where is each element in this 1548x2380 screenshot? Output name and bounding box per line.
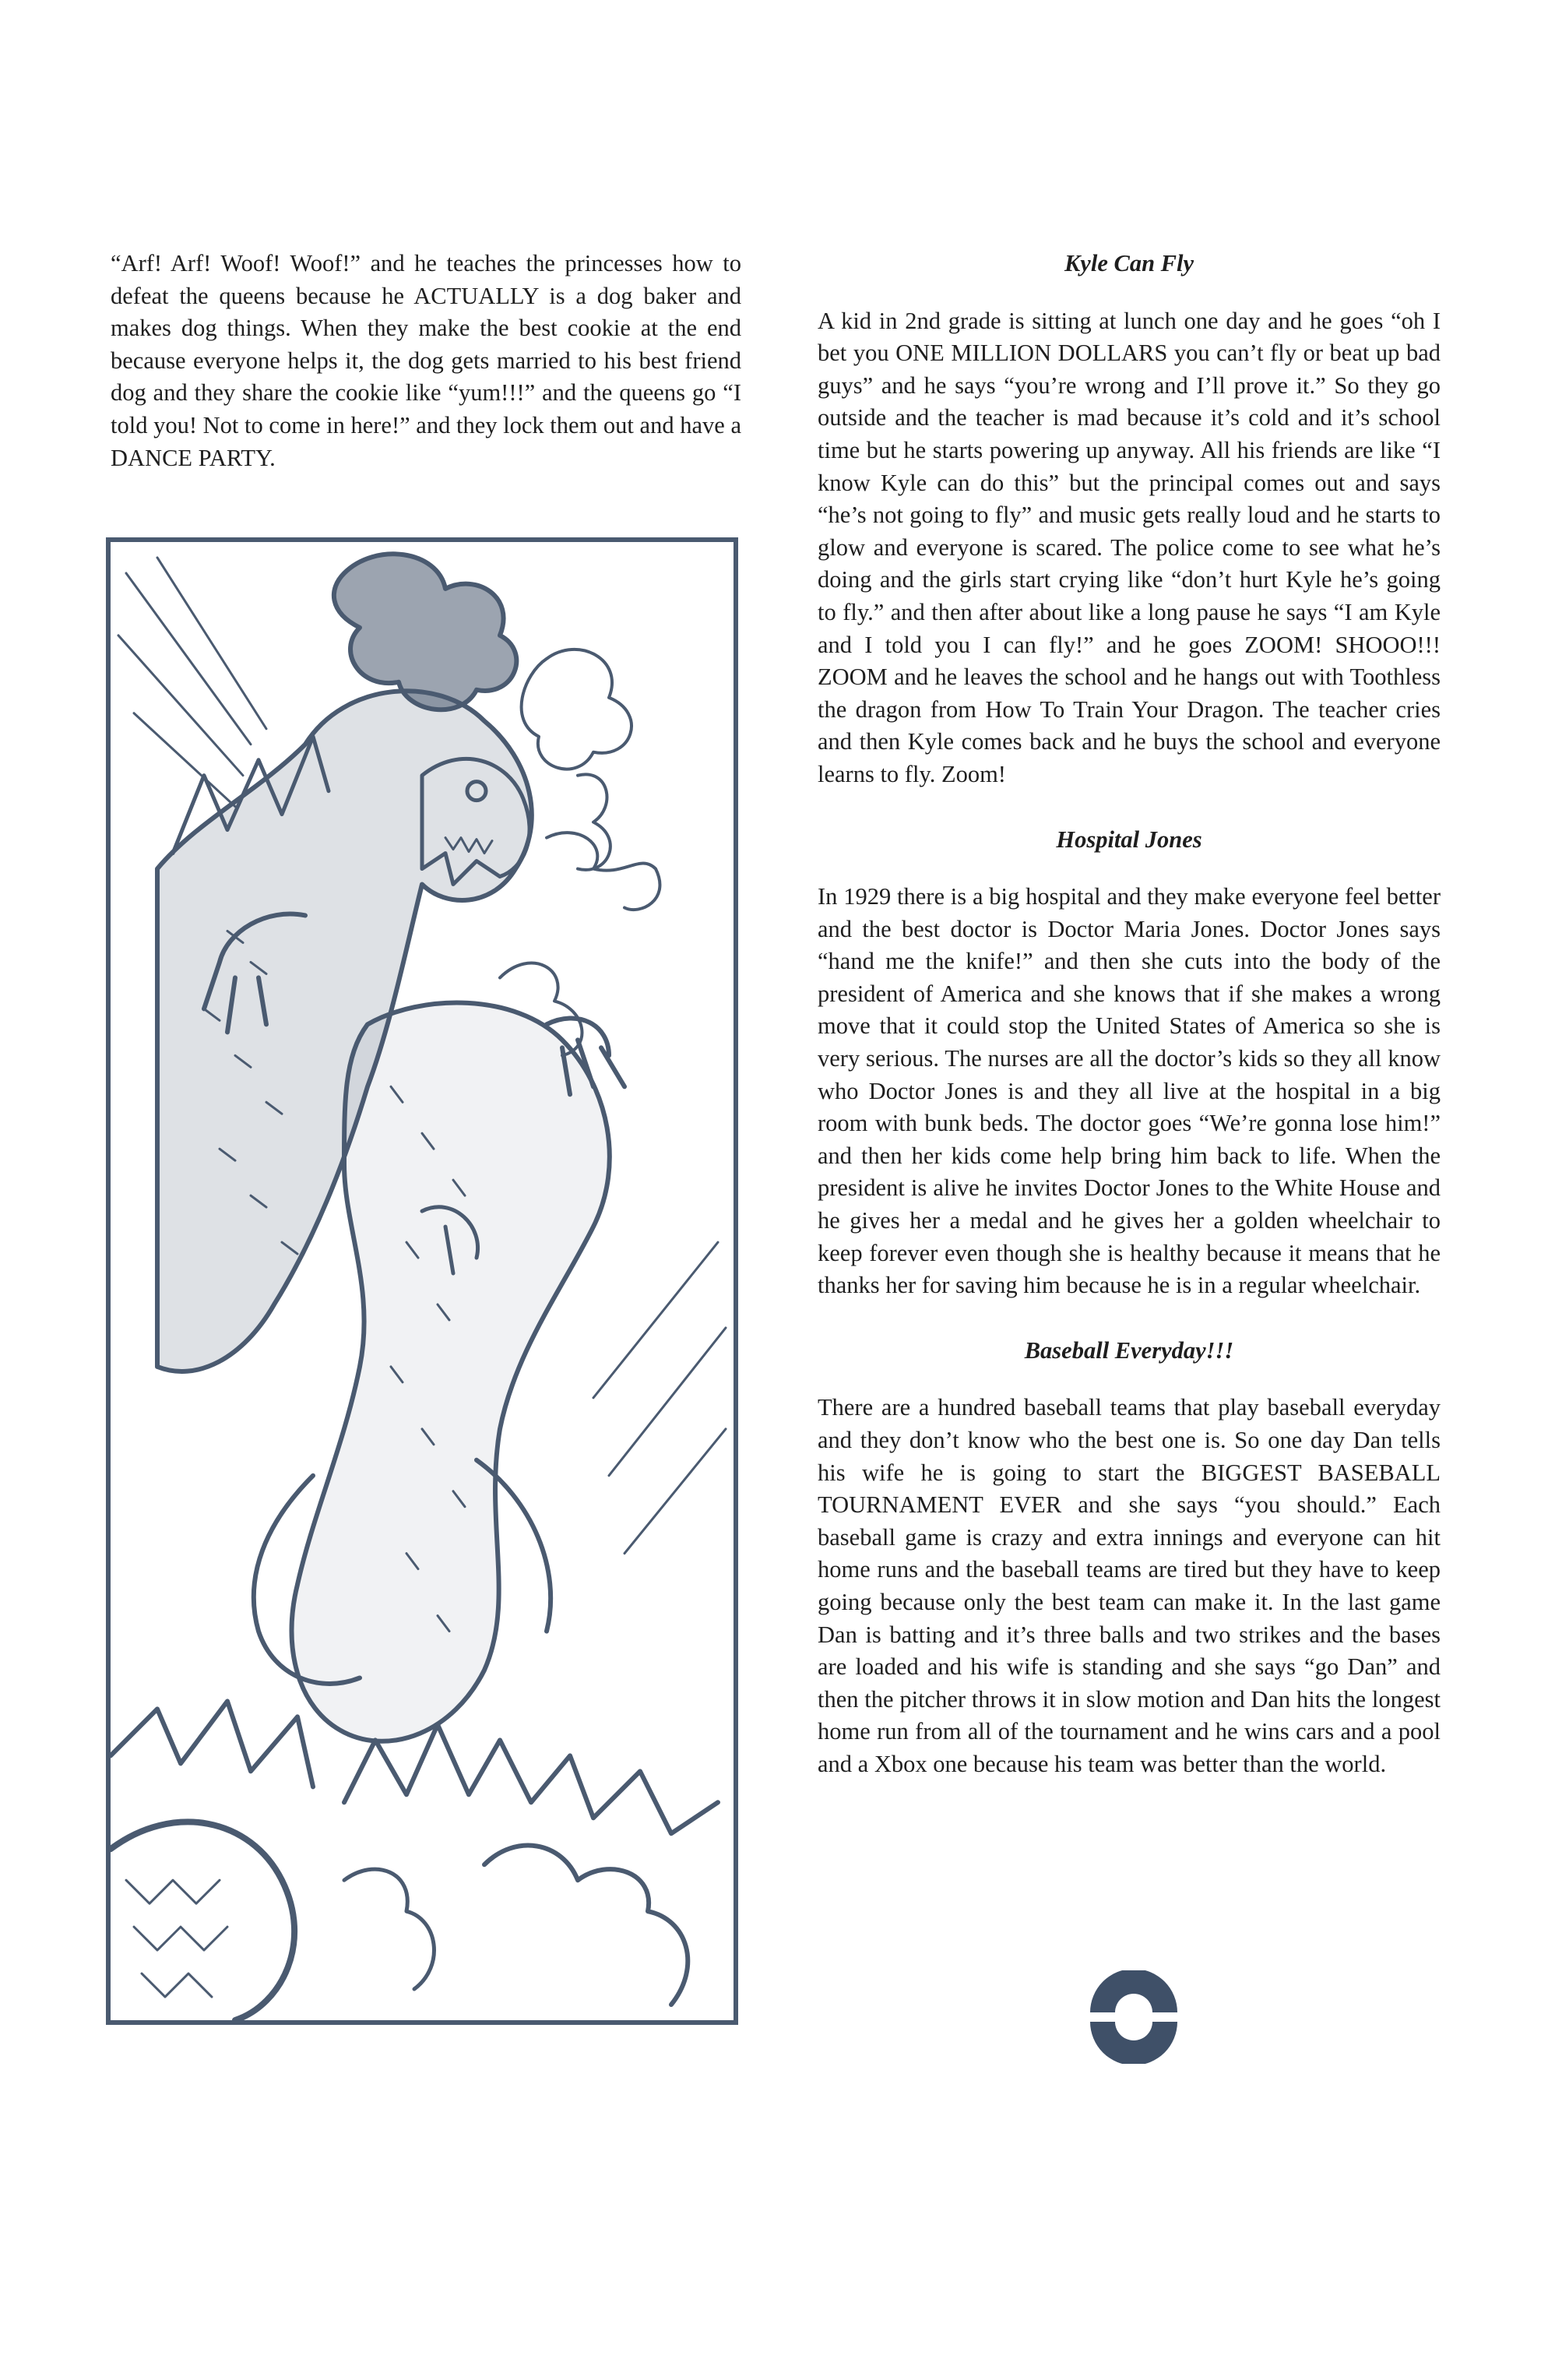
end-of-article-mark-icon bbox=[1087, 1970, 1180, 2064]
story-body: A kid in 2nd grade is sitting at lunch one day and he goes “oh I bet you ONE MILLION DOLLARS you can’t fly or beat up bad guys” and he says “you’re wrong and I’ll prove it.” So they go outside and the teacher is mad because it’s cold and it’s school time but he starts powering up anyway. All his friends are like “I know Kyle can do this” but the principal comes out and says “he’s not going to fly” and music gets really loud and he starts to glow and everyone is scared. The police come to see what he’s doing and the girls start crying like “don’t hurt Kyle he’s going to fly.” and then after about like a long pause he says “I am Kyle and I told you I can fly!” and he goes ZOOM! SHOOO!!! ZOOM and he leaves the school and he hangs out with Toothless the dragon from How To Train Your Dragon. The teacher cries and then Kyle comes back and he buys the school and everyone learns to fly. Zoom! bbox=[818, 307, 1441, 787]
story-title: Kyle Can Fly bbox=[1064, 250, 1194, 276]
story-hospital-jones bbox=[818, 824, 1441, 1302]
story-title: Hospital Jones bbox=[1056, 826, 1202, 853]
story-baseball-everyday bbox=[818, 1335, 1441, 1781]
continued-story-paragraph: “Arf! Arf! Woof! Woof!” and he teaches the princesses how to defeat the queens because he ACTUALLY is a dog baker and makes dog things. When they make the best cookie at the end because everyone helps it, the dog gets married to his best friend dog and they share the cookie like “yum!!!” and the queens go “I told you! Not to come in here!” and they lock them out and have a DANCE PARTY. bbox=[111, 250, 741, 471]
story-body: In 1929 there is a big hospital and they make everyone feel better and the best doctor is Doctor Maria Jones. Doctor Jones says “hand me the knife!” and then she cuts into the body of the president of America and she knows that if she makes a wrong move that it could stop the United States of America so she is very serious. The nurses are all the doctor’s kids so they all know who Doctor Jones is and they all live at the hospital in a big room with bunk beds. The doctor goes “We’re gonna lose him!” and then her kids come help bring him back to life. When the president is alive he invites Doctor Jones to the White House and he gives her a medal and he gives her a golden wheelchair to keep forever even though she is healthy because it means that he thanks her for saving him because he is in a regular wheelchair. bbox=[818, 883, 1441, 1299]
story-title: Baseball Everyday!!! bbox=[1024, 1336, 1234, 1364]
story-kyle-can-fly bbox=[818, 248, 1441, 791]
monster-fight-illustration bbox=[106, 537, 738, 2025]
story-body: There are a hundred baseball teams that play baseball everyday and they don’t know who the best one is. So one day Dan tells his wife he is going to start the BIGGEST BASEBALL TOURNAMENT EVER and she says “you should.” Each baseball game is crazy and extra innings and everyone can hit home runs and the baseball teams are tired but they have to keep going because only the best team can make it. In the last game Dan is batting and it’s three balls and two strikes and the bases are loaded and his wife is standing and she says “go Dan” and then the pitcher throws it in slow motion and Dan hits the longest home run from all of the tournament and he wins cars and a pool and a Xbox one because his team was better than the world. bbox=[818, 1394, 1441, 1777]
right-column bbox=[818, 248, 1441, 1814]
left-column bbox=[111, 248, 741, 474]
